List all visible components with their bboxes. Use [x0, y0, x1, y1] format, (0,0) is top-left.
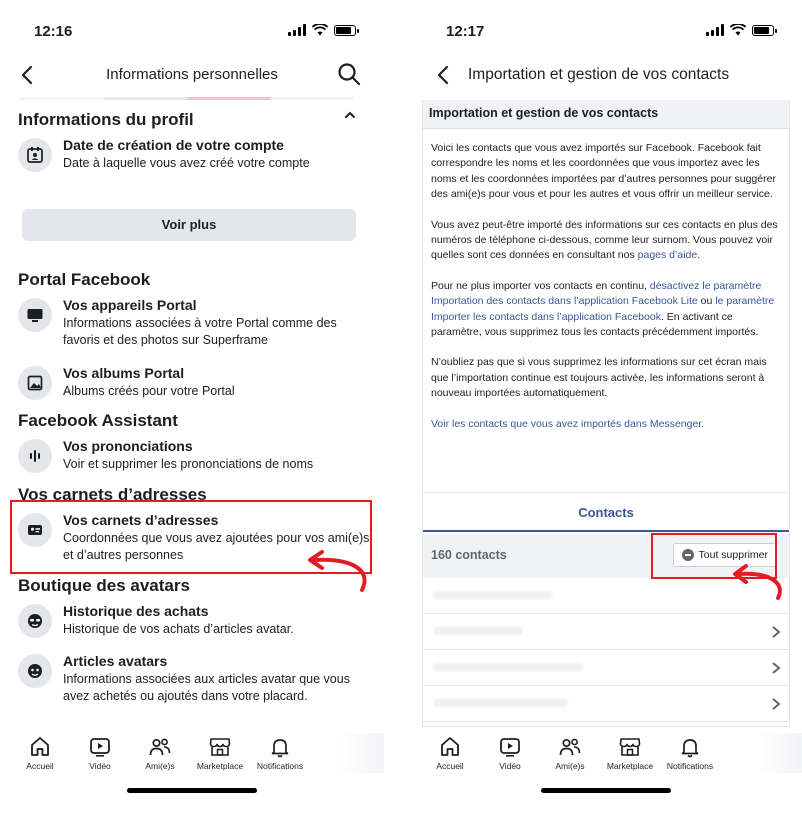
- home-indicator: [127, 788, 257, 793]
- home-icon: [438, 735, 462, 759]
- tab-amis[interactable]: Ami(e)s: [540, 735, 600, 771]
- tab-accueil[interactable]: Accueil: [420, 735, 480, 771]
- tab-accueil[interactable]: Accueil: [10, 735, 70, 771]
- paragraph-disable: Pour ne plus importer vos contacts en continu, désactivez le paramètre Importation des contacts dans l’application Facebook Lite ou le paramètre Importer les contacts dans l’application Facebook. En activant ce paramètre, vous supprimez tous les contacts précédemment importés.: [431, 279, 775, 339]
- item-albums-portal[interactable]: Vos albums Portal Albums créés pour votre Portal: [18, 364, 370, 400]
- wifi-icon: [312, 24, 328, 36]
- tab-video[interactable]: Vidéo: [70, 735, 130, 771]
- delete-all-button[interactable]: Tout supprimer: [673, 543, 777, 567]
- panel-title: Importation et gestion de vos contacts: [423, 100, 789, 129]
- tab-amis[interactable]: Ami(e)s: [130, 735, 190, 771]
- item-carnets-adresses[interactable]: Vos carnets d’adresses Coordonnées que vous avez ajoutées pour vos ami(e)s et d’autres personnes: [18, 511, 370, 564]
- page-title: Informations personnelles: [106, 66, 278, 83]
- item-prononciations[interactable]: Vos prononciations Voir et supprimer les prononciations de noms: [18, 437, 370, 473]
- tab-video[interactable]: Vidéo: [480, 735, 540, 771]
- signal-icon: [288, 24, 306, 36]
- photo-album-icon: [26, 374, 44, 392]
- chevron-right-icon: [771, 625, 781, 639]
- paragraph-reminder: N’oubliez pas que si vous supprimez les informations sur cet écran mais que l’importation continue est toujours activée, les informations seront à nouveau importées automatiquement.: [431, 356, 767, 400]
- status-bar: [410, 18, 802, 46]
- red-arrow-annotation-icon: [726, 560, 786, 604]
- chevron-up-icon[interactable]: [344, 110, 356, 120]
- top-header: [410, 58, 802, 92]
- audio-wave-icon: [26, 447, 44, 465]
- tab-marketplace[interactable]: Marketplace: [600, 735, 660, 771]
- status-bar: [0, 18, 384, 46]
- page-title: Importation et gestion de vos contacts: [468, 66, 730, 83]
- bell-icon: [678, 735, 702, 759]
- battery-icon: [752, 25, 774, 36]
- contact-row[interactable]: [423, 614, 789, 650]
- section-title-carnets: Vos carnets d’adresses: [18, 485, 207, 504]
- section-title-boutique: Boutique des avatars: [18, 576, 190, 595]
- paragraph-intro: Voici les contacts que vous avez importés sur Facebook. Facebook fait correspondre les noms et les coordonnées que vous importez avec les noms et les coordonnées importées par d’autres personnes pour suggérer des ami(e)s pour vous et pour les autres et vous offrir un meilleur service.: [431, 142, 776, 201]
- tab-strip: [20, 97, 354, 100]
- item-date-creation[interactable]: Date de création de votre compte Date à laquelle vous avez créé votre compte: [18, 136, 370, 172]
- contact-row[interactable]: [423, 650, 789, 686]
- help-pages-link[interactable]: pages d’aide: [637, 249, 698, 262]
- battery-icon: [334, 25, 356, 36]
- portal-device-icon: [26, 306, 44, 324]
- home-icon: [28, 735, 52, 759]
- status-time: 12:17: [446, 23, 485, 40]
- top-header: [0, 58, 384, 92]
- wifi-icon: [730, 24, 746, 36]
- panel-description: [423, 129, 789, 432]
- paragraph-info: Vous avez peut-être importé des informations sur ces contacts en plus des numéros de téléphone ci-dessous, comme leur surnom. Vous pouvez voir quelles sont ces données en consultant nos pages d’aide.: [431, 218, 778, 262]
- tab-notifications[interactable]: Notifications: [250, 735, 310, 771]
- section-title-profil: Informations du profil: [18, 110, 194, 129]
- status-time: 12:16: [34, 23, 73, 40]
- contact-row[interactable]: [423, 686, 789, 722]
- home-indicator: [541, 788, 671, 793]
- item-appareils-portal[interactable]: Vos appareils Portal Informations associées à votre Portal comme des favoris et des photos sur Superframe: [18, 296, 370, 349]
- video-icon: [498, 735, 522, 759]
- friends-icon: [558, 735, 582, 759]
- signal-icon: [706, 24, 724, 36]
- search-icon[interactable]: [336, 61, 362, 87]
- calendar-profile-icon: [26, 146, 44, 164]
- voir-plus-button[interactable]: Voir plus: [22, 209, 356, 241]
- item-articles-avatars[interactable]: Articles avatars Informations associées aux articles avatar que vous avez achetés ou ajoutés dans votre placard.: [18, 652, 370, 705]
- disable-lite-import-link[interactable]: désactivez le paramètre Importation des contacts dans l’application Facebook Lite: [431, 279, 762, 308]
- chevron-right-icon: [771, 697, 781, 711]
- back-arrow-icon[interactable]: [432, 62, 456, 88]
- marketplace-icon: [618, 735, 642, 759]
- left-screen: [0, 0, 384, 817]
- bottom-tab-bar: [0, 727, 384, 817]
- marketplace-icon: [208, 735, 232, 759]
- messenger-contacts-link[interactable]: Voir les contacts que vous avez importés dans Messenger.: [431, 417, 705, 430]
- contacts-count: 160 contacts: [431, 548, 507, 562]
- tab-notifications[interactable]: Notifications: [660, 735, 720, 771]
- tab-contacts[interactable]: Contacts: [423, 492, 789, 532]
- avatar-face-icon: [26, 612, 44, 630]
- item-historique-achats[interactable]: Historique des achats Historique de vos achats d’articles avatar.: [18, 602, 370, 638]
- section-title-assistant: Facebook Assistant: [18, 411, 178, 430]
- import-setting-link[interactable]: le paramètre Importer les contacts dans l’application Facebook: [431, 295, 775, 323]
- friends-icon: [148, 735, 172, 759]
- video-icon: [88, 735, 112, 759]
- section-title-portal: Portal Facebook: [18, 270, 151, 289]
- avatar-face-icon: [26, 662, 44, 680]
- red-arrow-annotation-icon: [300, 540, 372, 598]
- bottom-tab-bar: [410, 727, 802, 817]
- chevron-right-icon: [771, 661, 781, 675]
- bell-icon: [268, 735, 292, 759]
- contacts-panel: [422, 100, 790, 727]
- right-screen: [410, 0, 802, 817]
- tab-marketplace[interactable]: Marketplace: [190, 735, 250, 771]
